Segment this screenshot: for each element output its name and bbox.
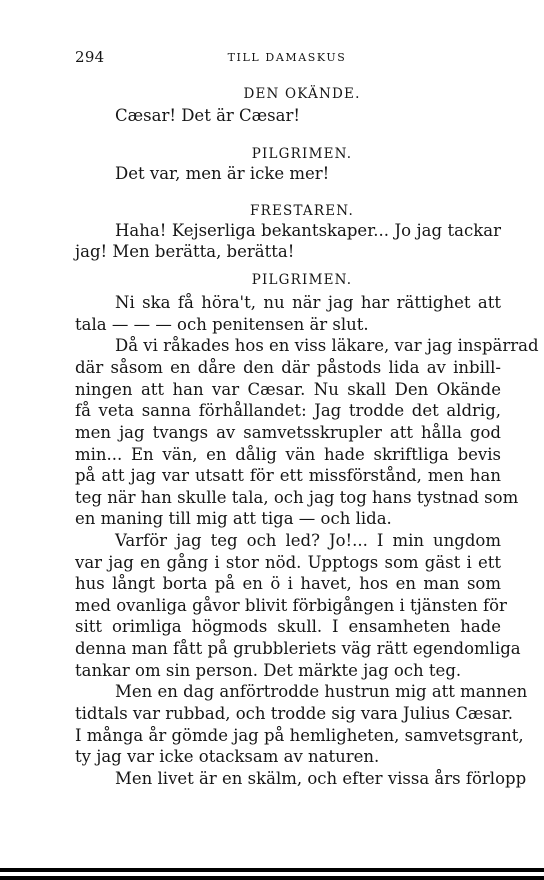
text-line: hus långt borta på en ö i havet, hos en man som (75, 574, 501, 593)
page-bottom-edge (0, 868, 544, 880)
text-line: var jag en gång i stor nöd. Upptogs som gäst i ett (75, 553, 501, 572)
text-line: teg när han skulle tala, och jag tog hans tystnad som (75, 488, 519, 507)
text-line: ningen att han var Cæsar. Nu skall Den Okände (75, 380, 501, 399)
text-line: sitt orimliga högmods skull. I ensamheten hade (75, 617, 501, 636)
text-line: tala — — — och penitensen är slut. (75, 315, 369, 334)
text-line: Men livet är en skälm, och efter vissa års förlopp (115, 769, 527, 788)
speaker-den-okande: DEN OKÄNDE. (243, 86, 361, 102)
text-line: tankar om sin person. Det märkte jag och teg. (75, 661, 462, 680)
page-number: 294 (75, 48, 105, 66)
text-line: Cæsar! Det är Cæsar! (115, 106, 300, 125)
speaker-frestaren: FRESTAREN. (250, 203, 354, 219)
text-line: Haha! Kejserliga bekantskaper... Jo jag tackar (115, 221, 501, 240)
text-line: denna man fått på grubbleriets väg rätt egendomliga (75, 639, 521, 658)
text-line: men jag tvangs av samvetsskrupler att hålla god (75, 423, 501, 442)
text-line: I många år gömde jag på hemligheten, samvetsgrant, (75, 726, 524, 745)
text-line: ty jag var icke otacksam av naturen. (75, 747, 380, 766)
text-line: jag! Men berätta, berätta! (75, 242, 295, 261)
text-line: min... En vän, en dålig vän hade skriftliga bevis (75, 445, 501, 464)
text-line: med ovanliga gåvor blivit förbigången i tjänsten för (75, 596, 507, 615)
text-line: Det var, men är icke mer! (115, 164, 330, 183)
text-line: tidtals var rubbad, och trodde sig vara Julius Cæsar. (75, 704, 513, 723)
text-line: Varför jag teg och led? Jo!... I min ungdom (115, 531, 501, 550)
text-line: få veta sanna förhållandet: Jag trodde det aldrig, (75, 401, 501, 420)
speaker-pilgrimen-2: PILGRIMEN. (251, 272, 353, 288)
text-line: Då vi råkades hos en viss läkare, var jag inspärrad (115, 336, 539, 355)
speaker-pilgrimen: PILGRIMEN. (251, 146, 353, 162)
text-line: på att jag var utsatt för ett missförstånd, men han (75, 466, 501, 485)
text-line: Men en dag anförtrodde hustrun mig att mannen (115, 682, 528, 701)
running-title: TILL DAMASKUS (227, 51, 347, 64)
text-line: där såsom en dåre den där påstods lida av inbill- (75, 358, 501, 377)
text-line: Ni ska få höra't, nu när jag har rättighet att (115, 293, 501, 312)
text-line: en maning till mig att tiga — och lida. (75, 509, 392, 528)
